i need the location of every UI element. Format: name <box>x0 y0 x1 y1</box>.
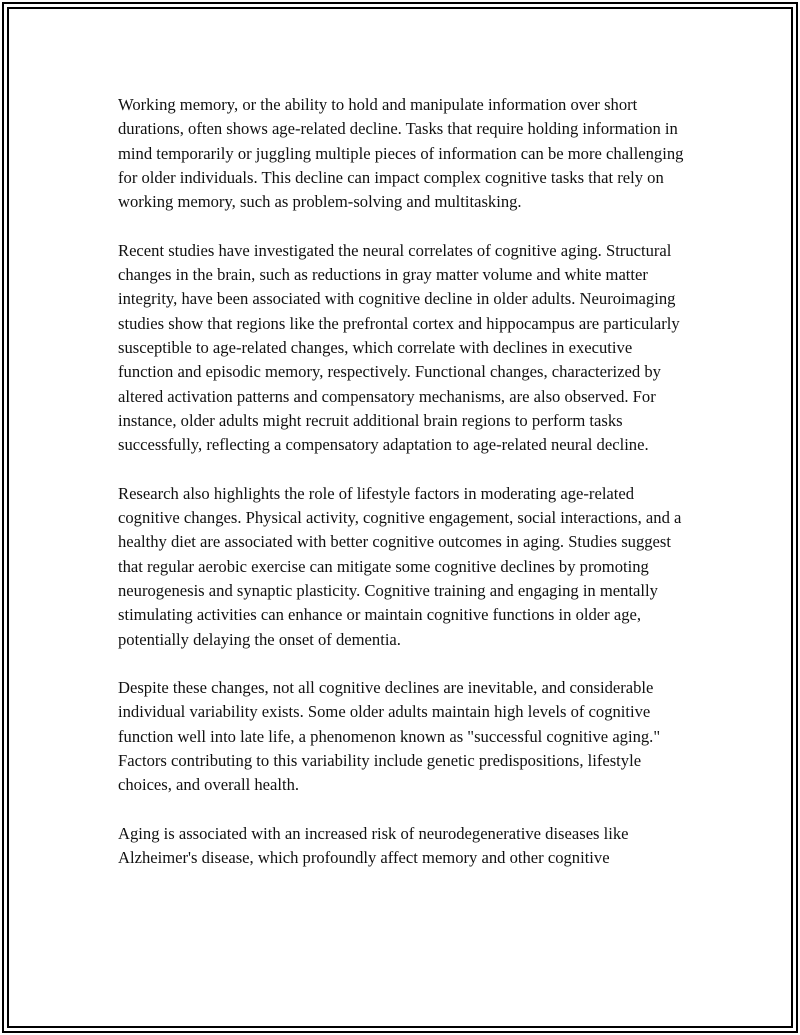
paragraph-working-memory: Working memory, or the ability to hold and manipulate information over short durations, often shows age-related decline. Tasks that require holding information in mind temporarily or juggling multiple pieces of information can be more challenging for older individuals. This decline can impact complex cognitive tasks that rely on working memory, such as problem-solving and multitasking. <box>118 95 684 212</box>
paragraph-neurodegenerative-risk: Aging is associated with an increased risk of neurodegenerative diseases like Alzheimer's disease, which profoundly affect memory and other cognitive <box>118 823 629 868</box>
paragraph-individual-variability: Despite these changes, not all cognitive declines are inevitable, and considerable individual variability exists. Some older adults maintain high levels of cognitive function well into late life, a phenomenon known as "successful cognitive aging." Factors contributing to this variability include genetic predispositions, lifestyle choices, and overall health. <box>118 678 661 795</box>
paragraph-lifestyle-factors: Research also highlights the role of lifestyle factors in moderating age-related cognitive changes. Physical activity, cognitive engagement, social interactions, and a healthy diet are associated with better cognitive outcomes in aging. Studies suggest that regular aerobic exercise can mitigate some cognitive declines by promoting neurogenesis and synaptic plasticity. Cognitive training and engaging in mentally stimulating activities can enhance or maintain cognitive functions in older age, potentially delaying the onset of dementia. <box>118 483 682 649</box>
document-body <box>118 93 688 895</box>
paragraph-neural-correlates: Recent studies have investigated the neural correlates of cognitive aging. Structural changes in the brain, such as reductions in gray matter volume and white matter integrity, have been associated with cognitive decline in older adults. Neuroimaging studies show that regions like the prefrontal cortex and hippocampus are particularly susceptible to age-related changes, which correlate with declines in executive function and episodic memory, respectively. Functional changes, characterized by altered activation patterns and compensatory mechanisms, are also observed. For instance, older adults might recruit additional brain regions to perform tasks successfully, reflecting a compensatory adaptation to age-related neural decline. <box>118 240 680 455</box>
